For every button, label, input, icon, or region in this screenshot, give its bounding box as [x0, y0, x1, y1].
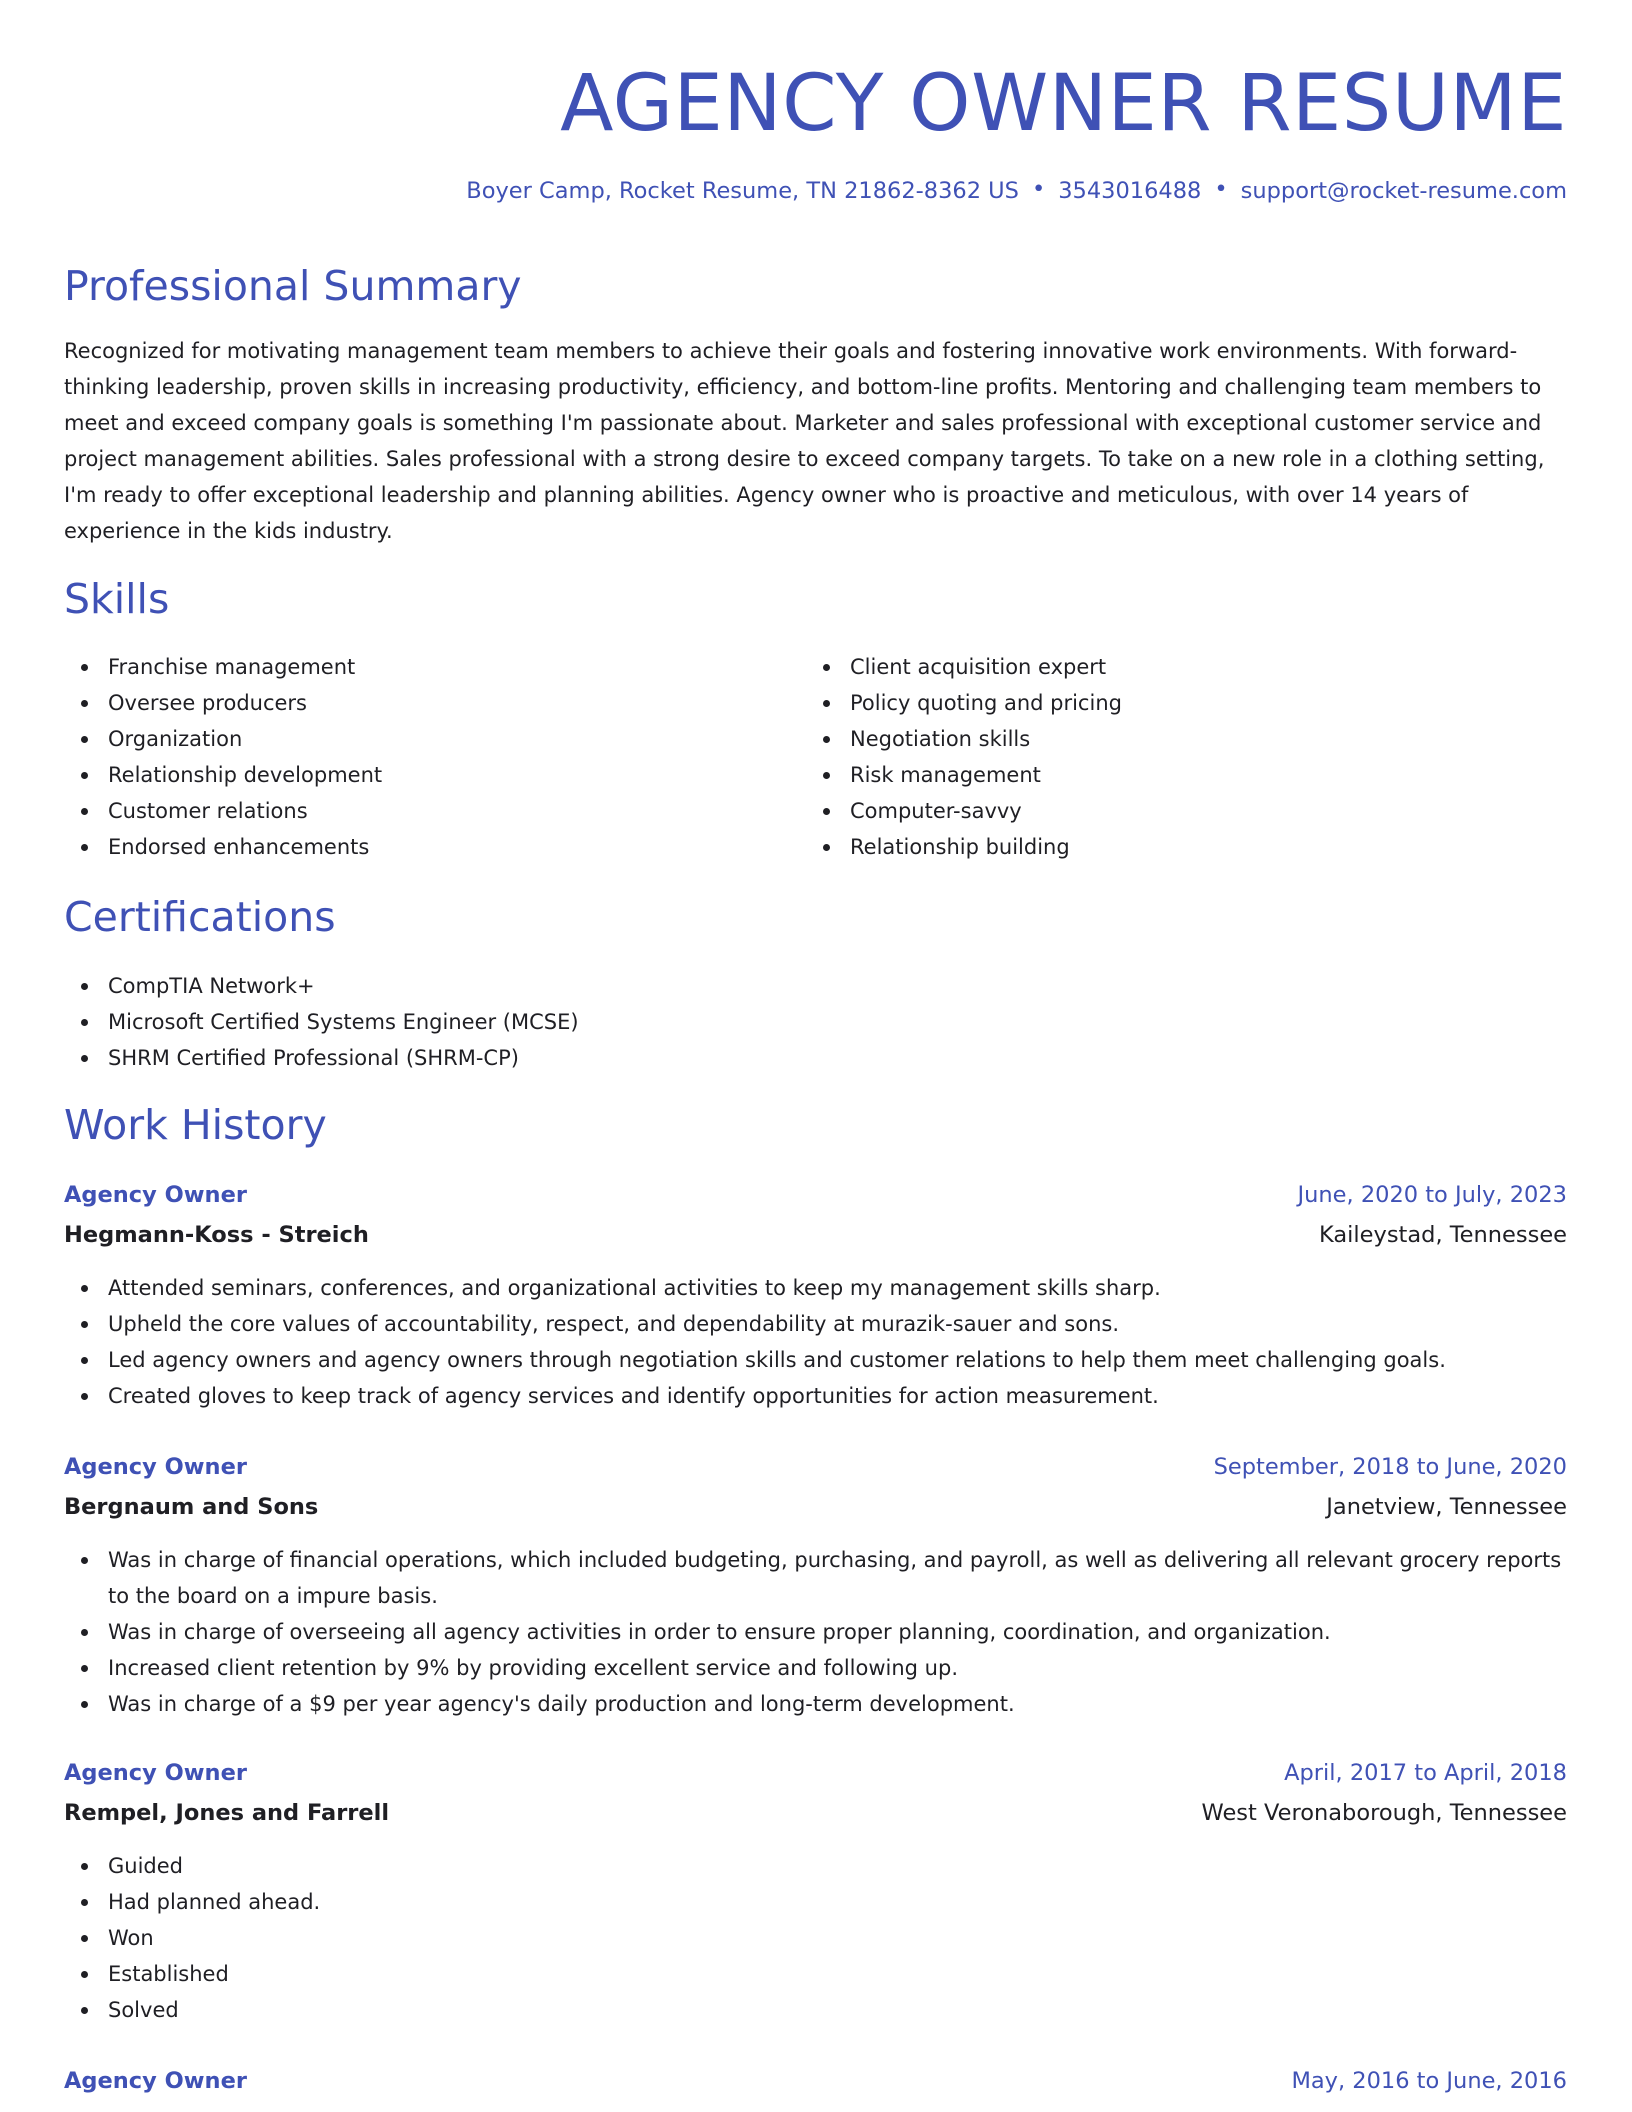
job-location: West Veronaborough, Tennessee [1201, 1800, 1567, 1826]
bullet-icon [81, 772, 88, 779]
bullet-icon [81, 664, 88, 671]
job-bullet: Was in charge of financial operations, which included budgeting, purchasing, and payroll, as well as delivering all relevant grocery reports to the board on a impure basis. [64, 1542, 1568, 1614]
job-company: Rempel, Jones and Farrell [64, 1800, 390, 1826]
job-bullets [64, 1848, 1567, 2028]
job-entry [64, 1451, 1567, 1722]
bullet-icon [81, 1863, 88, 1870]
certifications-list [64, 968, 579, 1076]
job-location: Kaileystad, Tennessee [1319, 1222, 1567, 1248]
bullet-icon [81, 808, 88, 815]
skills-list-left [64, 649, 804, 865]
job-bullet: Attended seminars, conferences, and organizational activities to keep my management skills sharp. [64, 1270, 1567, 1306]
bullet-icon [81, 1701, 88, 1708]
bullet-icon [823, 772, 830, 779]
skill-item: Customer relations [64, 793, 804, 829]
bullet-icon [81, 1357, 88, 1364]
job-dates: May, 2016 to June, 2016 [1291, 2068, 1567, 2094]
bullet-icon [81, 1899, 88, 1906]
contact-line [466, 175, 1567, 207]
section-title-summary: Professional Summary [64, 262, 522, 310]
bullet-icon [81, 983, 88, 990]
job-bullet: Led agency owners and agency owners through negotiation skills and customer relations to help them meet challenging goals. [64, 1342, 1567, 1378]
job-company: Hegmann-Koss - Streich [64, 1222, 369, 1248]
bullet-icon [81, 1393, 88, 1400]
certification-item: Microsoft Certified Systems Engineer (MCSE) [64, 1004, 579, 1040]
job-company: Bergnaum and Sons [64, 1494, 319, 1520]
skill-item: Endorsed enhancements [64, 829, 804, 865]
skills-list-right [806, 649, 1546, 865]
bullet-icon [81, 1321, 88, 1328]
bullet-icon [81, 700, 88, 707]
summary-text: Recognized for motivating management team members to achieve their goals and fostering innovative work environments. With forward-thinking leadership, proven skills in increasing productivity, efficiency, and bottom-line profits. Mentoring and challenging team members to meet and exceed company goals is something I'm passionate about. Marketer and sales professional with exceptional customer service and project management abilities. Sales professional with a strong desire to exceed company targets. To take on a new role in a clothing setting, I'm ready to offer exceptional leadership and planning abilities. Agency owner who is proactive and meticulous, with over 14 years of experience in the kids industry. [64, 339, 1545, 543]
job-bullet: Created gloves to keep track of agency services and identify opportunities for action measurement. [64, 1378, 1567, 1414]
skill-item: Risk management [806, 757, 1546, 793]
bullet-icon [81, 1285, 88, 1292]
bullet-icon [81, 1055, 88, 1062]
job-dates: April, 2017 to April, 2018 [1284, 1760, 1567, 1786]
skill-item: Franchise management [64, 649, 804, 685]
job-bullets [64, 1270, 1567, 1414]
job-bullet: Won [64, 1920, 1567, 1956]
job-bullet: Established [64, 1956, 1567, 1992]
bullet-icon [81, 736, 88, 743]
job-entry [64, 2065, 1567, 2105]
job-role: Agency Owner [64, 2068, 247, 2094]
job-bullets [64, 1542, 1567, 1722]
section-title-skills: Skills [64, 575, 170, 623]
skill-item: Relationship building [806, 829, 1546, 865]
email-link[interactable]: support@rocket-resume.com [1240, 178, 1567, 204]
job-bullet: Guided [64, 1848, 1567, 1884]
bullet-icon [81, 1665, 88, 1672]
certification-item: CompTIA Network+ [64, 968, 579, 1004]
skill-item: Client acquisition expert [806, 649, 1546, 685]
skill-item: Computer-savvy [806, 793, 1546, 829]
section-title-certifications: Certifications [64, 893, 336, 941]
bullet-icon [81, 2007, 88, 2014]
job-bullet: Had planned ahead. [64, 1884, 1567, 1920]
bullet-icon [81, 1971, 88, 1978]
job-dates: June, 2020 to July, 2023 [1297, 1182, 1567, 1208]
resume-title: AGENCY OWNER RESUME [560, 59, 1567, 149]
job-bullet: Increased client retention by 9% by providing excellent service and following up. [64, 1650, 1567, 1686]
bullet-icon [81, 1935, 88, 1942]
bullet-icon [823, 844, 830, 851]
skill-item: Negotiation skills [806, 721, 1546, 757]
address-text: Boyer Camp, Rocket Resume, TN 21862-8362 US [466, 178, 1019, 204]
job-bullet: Upheld the core values of accountability, respect, and dependability at murazik-sauer and sons. [64, 1306, 1567, 1342]
bullet-icon [81, 1629, 88, 1636]
resume-page [64, 0, 1567, 2094]
contact-separator: • [1031, 176, 1046, 202]
job-bullet: Was in charge of a $9 per year agency's daily production and long-term development. [64, 1686, 1567, 1722]
job-location: Janetview, Tennessee [1326, 1494, 1567, 1520]
bullet-icon [81, 844, 88, 851]
job-role: Agency Owner [64, 1454, 247, 1480]
bullet-icon [81, 1019, 88, 1026]
bullet-icon [823, 808, 830, 815]
certification-item: SHRM Certified Professional (SHRM-CP) [64, 1040, 579, 1076]
phone-text: 3543016488 [1058, 178, 1202, 204]
job-bullet: Solved [64, 1992, 1567, 2028]
job-entry [64, 1757, 1567, 2028]
job-role: Agency Owner [64, 1760, 247, 1786]
job-dates: September, 2018 to June, 2020 [1213, 1454, 1567, 1480]
job-role: Agency Owner [64, 1182, 247, 1208]
skill-item: Organization [64, 721, 804, 757]
section-title-work-history: Work History [64, 1101, 327, 1149]
bullet-icon [823, 664, 830, 671]
skill-item: Relationship development [64, 757, 804, 793]
job-bullet: Was in charge of overseeing all agency activities in order to ensure proper planning, coordination, and organization. [64, 1614, 1567, 1650]
contact-separator: • [1214, 176, 1228, 202]
bullet-icon [823, 700, 830, 707]
skill-item: Policy quoting and pricing [806, 685, 1546, 721]
skill-item: Oversee producers [64, 685, 804, 721]
job-entry [64, 1179, 1567, 1414]
bullet-icon [81, 1557, 88, 1564]
bullet-icon [823, 736, 830, 743]
